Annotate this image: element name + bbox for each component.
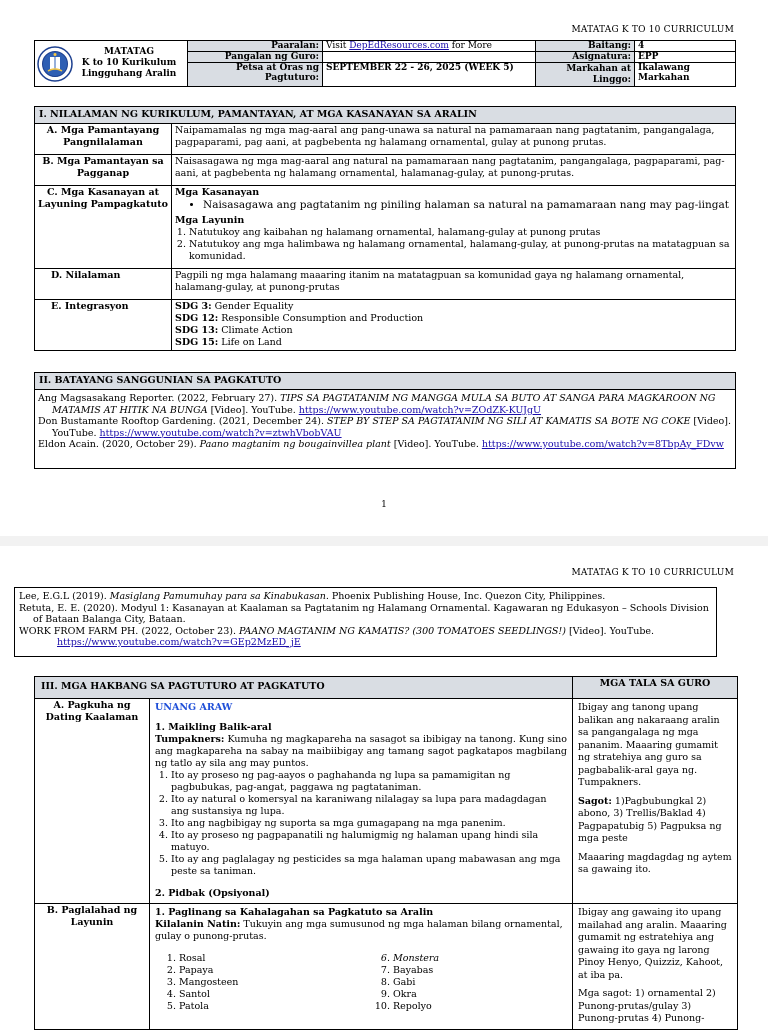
- notes-header: MGA TALA SA GURO: [573, 677, 738, 699]
- reference-link[interactable]: https://www.youtube.com/watch?v=ZOdZK-KUJgU: [298, 404, 542, 416]
- pidbak-title: 2. Pidbak (Opsiyonal): [155, 888, 270, 899]
- plant-item: 2. Papaya: [179, 965, 369, 977]
- kasanayan-layunin-cell: [172, 186, 736, 269]
- plant-item: 6. Monstera: [393, 953, 439, 965]
- section1-table: [34, 106, 736, 351]
- plant-item: 7. Bayabas: [393, 965, 439, 977]
- header-title-line2: K to 10 Kurikulum: [81, 58, 177, 68]
- integrasyon-cell: [172, 300, 736, 351]
- nilalaman-text: Pagpili ng mga halamang maaaring itanim na matatagpuan sa komunidad gaya ng halamang ornamental, halamang-gulay, at punong-prutas: [172, 269, 736, 300]
- reference-item: Lee, E.G.L (2019). Masiglang Pamumuhay para sa Kinabukasan. Phoenix Publishing House, Inc. Quezon City, Philippines.: [19, 591, 606, 602]
- petsa-value: SEPTEMBER 22 - 26, 2025 (WEEK 5): [323, 63, 536, 87]
- asignatura-value: EPP: [635, 52, 736, 63]
- tanong-item: 4. Ito ay proseso ng pagpapanatili ng halumigmig ng halaman upang hindi sila matuyo.: [171, 830, 567, 854]
- pagkuha-cell: UNANG ARAW 1. Maikling Balik-aral Tumpakners: Kumuha ng magkapareha na sasagot sa ibibigay na tanong. Kung sino ang magkapareha na sabay na maibiibigay ang tamang sagot pagkatapos magbilang ng tatlo ay sila ang may puntos. 1. Ito ay proseso ng pag-aayos o paghahanda ng lupa sa pamamigitan ng pagbubukas, pag-angat, paggawa ng pagtataniman. 2. Ito ay natural o komersyal na karaniwang nilalagay sa lupa para madagdagan ang sustansiya ng lupa. 3. Ito ang nagbibigay ng suporta sa mga gumagapang na mga panenim. 4. Ito ay proseso ng pagpapanatili ng halumigmig ng halaman upang hindi sila matuyo. 5. Ito ay ang paglalagay ng pesticides sa mga halaman upang mabawasan ang mga peste sa taniman. 2. Pidbak (Opsiyonal): [150, 699, 573, 904]
- reference-link[interactable]: https://www.youtube.com/watch?v=8TbpAy_FDvw: [481, 439, 724, 450]
- reference-link[interactable]: https://www.youtube.com/watch?v=GEp2MzED_jE: [57, 637, 301, 648]
- sdg-item: SDG 15: Life on Land: [175, 337, 282, 348]
- section2-table: [34, 372, 736, 469]
- reference-item: WORK FROM FARM PH. (2022, October 23). PAANO MAGTANIM NG KAMATIS? (300 TOMATOES SEEDLINGS!) [Video]. YouTube.: [19, 625, 655, 637]
- page2-refs-table: [14, 587, 717, 657]
- plant-item: 9. Okra: [393, 989, 439, 1001]
- tanong-item: 1. Ito ay proseso ng pag-aayos o paghahanda ng lupa sa pamamigitan ng pagbubukas, pag-angat, paggawa ng pagtataniman.: [171, 770, 567, 794]
- page2-refs: [15, 588, 717, 657]
- paglalahad-cell: 1. Paglinang sa Kahalagahan sa Pagkatuto sa Aralin Kilalanin Natin: Tukuyin ang mga sumusunod ng mga halaman bilang ornamental, gulay o punong-prutas. 1. Rosal 2. Papaya 3. Mangosteen 4. Santol 5. Patola 6. Monstera 7. Bayabas 8. Gabi 9. Okra 10. Repolyo: [150, 904, 573, 1030]
- baitang-label: Baitang:: [536, 41, 635, 52]
- pamantayang-pangnilalaman-text: Naipamamalas ng mga mag-aaral ang pang-unawa sa natural na pamamaraan nang pagtatanim, pangangalaga, pagpaparami, pag aani, at pagbebenta ng halamang ornamental, gulay at punong prutas.: [172, 124, 736, 155]
- unang-araw: UNANG ARAW: [155, 702, 233, 713]
- section2-title: II. BATAYANG SANGGUNIAN SA PAGKATUTO: [35, 373, 736, 390]
- plant-item: 3. Mangosteen: [179, 977, 369, 989]
- section3-table: [34, 676, 738, 1030]
- deped-resources-link[interactable]: DepEdResources.com: [349, 41, 449, 51]
- pamantayan-pagganap-text: Naisasagawa ng mga mag-aaral ang natural na pamamaraan nang pagtatanim, pangangalaga, pagpaparami, pag-aani, at pagbebenta ng halamang ornamental, halamanag-gulay, at punong-prutas.: [172, 155, 736, 186]
- petsa-label: Petsa at Oras ng Pagtuturo:: [188, 63, 323, 87]
- paaralan-value: Visit DepEdResources.com for More: [323, 41, 536, 52]
- layunin-item: 1. Natutukoy ang kaibahan ng halamang ornamental, halamang-gulay at punong prutas: [189, 227, 732, 239]
- reference-item: Eldon Acain. (2020, October 29). Paano magtanim ng bougainvillea plant [Video]. YouTube. https://www.youtube.com/watch?v=8TbpAy_FDvw: [38, 439, 724, 450]
- sdg-item: SDG 12: Responsible Consumption and Production: [175, 313, 424, 324]
- asignatura-label: Asignatura:: [536, 52, 635, 63]
- nilalaman-label: D. Nilalaman: [35, 269, 172, 300]
- plants-list: [155, 953, 567, 1013]
- pagkuha-notes: Ibigay ang tanong upang balikan ang nakaraang aralin sa pangangalaga ng mga pananim. Maaaring gumamit ng stratehiya ang guro sa pagbabalik-aral gaya ng. Tumpakners. Sagot: 1)Pagbubungkal 2) abono, 3) Trellis/Baklad 4) Pagpapatubig 5) Pagpuksa ng mga peste Maaaring magdagdag ng aytem sa gawaing ito.: [573, 699, 738, 904]
- kasanayan-bullet: • Naisasagawa ang pagtatanim ng piniling halaman sa natural na pamamaraan nang may pag-iingat: [203, 199, 732, 211]
- guro-value: [323, 52, 536, 63]
- plant-item: 5. Patola: [179, 1001, 369, 1013]
- layunin-title: Mga Layunin: [175, 215, 245, 226]
- integrasyon-label: E. Integrasyon: [35, 300, 172, 351]
- paglalahad-notes: Ibigay ang gawaing ito upang mailahad ang aralin. Maaaring gumamit ng estratehiya ang gawaing ito gaya ng larong Pinoy Henyo, Quizziz, Kahoot, at iba pa. Mga sagot: 1) ornamental 2) Punong-prutas/gulay 3) Punong-prutas 4) Punong-: [573, 904, 738, 1030]
- pagkuha-label: A. Pagkuha ng Dating Kaalaman: [35, 699, 150, 904]
- pamantayan-pagganap-label: B. Mga Pamantayan sa Pagganap: [35, 155, 172, 186]
- plant-item: 10. Repolyo: [393, 1001, 439, 1013]
- header-logo-cell: [35, 41, 188, 87]
- markahan-value: Ikalawang Markahan: [635, 63, 736, 87]
- sdg-item: SDG 3: Gender Equality: [175, 301, 294, 312]
- plant-item: 1. Rosal: [179, 953, 369, 965]
- reference-item: Retuta, E. E. (2020). Modyul 1: Kasanayan at Kaalaman sa Pagtatanim ng Halamang Ornamental. Kagawaran ng Edukasyon – Schools Division of Bataan Balanga City, Bataan.: [19, 602, 709, 625]
- kasanayan-title: Mga Kasanayan: [175, 187, 260, 198]
- guro-label: Pangalan ng Guro:: [188, 52, 323, 63]
- kasanayan-layunin-label: C. Mga Kasanayan at Layuning Pampagkatuto: [35, 186, 172, 269]
- paglalahad-label: B. Paglalahad ng Layunin: [35, 904, 150, 1030]
- tanong-item: 3. Ito ang nagbibigay ng suporta sa mga gumagapang na mga panenim.: [171, 818, 567, 830]
- layunin-item: 2. Natutukoy ang mga halimbawa ng halamang ornamental, halamang-gulay, at punong-prutas na matatagpuan sa komunidad.: [189, 239, 732, 263]
- page-number: 1: [381, 500, 387, 510]
- tanong-item: 2. Ito ay natural o komersyal na karaniwang nilalagay sa lupa para madagdagan ang sustansiya ng lupa.: [171, 794, 567, 818]
- header-table: [34, 40, 736, 87]
- header-title-line3: Lingguhang Aralin: [81, 69, 177, 79]
- deped-seal-logo: [37, 46, 73, 82]
- reference-item: Don Bustamante Rooftop Gardening. (2021, December 24). STEP BY STEP SA PAGTATANIM NG SILI AT KAMATIS SA BOTE NG COKE [Video]. YouTube. https://www.youtube.com/watch?v=ztwhVbobVAU: [38, 416, 731, 439]
- plant-item: 8. Gabi: [393, 977, 439, 989]
- sdg-item: SDG 13: Climate Action: [175, 325, 293, 336]
- page-separator: [0, 536, 768, 546]
- baitang-value: 4: [635, 41, 736, 52]
- section1-title: I. NILALAMAN NG KURIKULUM, PAMANTAYAN, AT MGA KASANAYAN SA ARALIN: [35, 107, 736, 124]
- reference-item: Ang Magsasakang Reporter. (2022, February 27). TIPS SA PAGTATANIM NG MANGGA MULA SA BUTO AT SANGA PARA MAGKAROON NG MATAMIS AT HITIK NA BUNGA [Video]. YouTube. https://www.youtube.com/watch?v=ZOdZK-KUJgU: [38, 393, 716, 416]
- section2-refs: [35, 390, 736, 469]
- reference-link[interactable]: https://www.youtube.com/watch?v=ztwhVbobVAU: [99, 427, 342, 439]
- balik-aral-title: 1. Maikling Balik-aral: [155, 722, 272, 733]
- paaralan-label: Paaralan:: [188, 41, 323, 52]
- header-title-line1: MATATAG: [103, 47, 155, 57]
- pamantayang-pangnilalaman-label: A. Mga Pamantayang Pangnilalaman: [35, 124, 172, 155]
- markahan-label: Markahan at Linggo:: [536, 63, 635, 87]
- curriculum-label: MATATAG K TO 10 CURRICULUM: [571, 568, 734, 578]
- section3-title: III. MGA HAKBANG SA PAGTUTURO AT PAGKATUTO: [35, 677, 573, 699]
- paglinang-title: 1. Paglinang sa Kahalagahan sa Pagkatuto sa Aralin: [155, 907, 434, 918]
- tanong-item: 5. Ito ay ang paglalagay ng pesticides sa mga halaman upang mabawasan ang mga peste sa taniman.: [171, 854, 567, 878]
- plant-item: 4. Santol: [179, 989, 369, 1001]
- curriculum-label: MATATAG K TO 10 CURRICULUM: [571, 25, 734, 35]
